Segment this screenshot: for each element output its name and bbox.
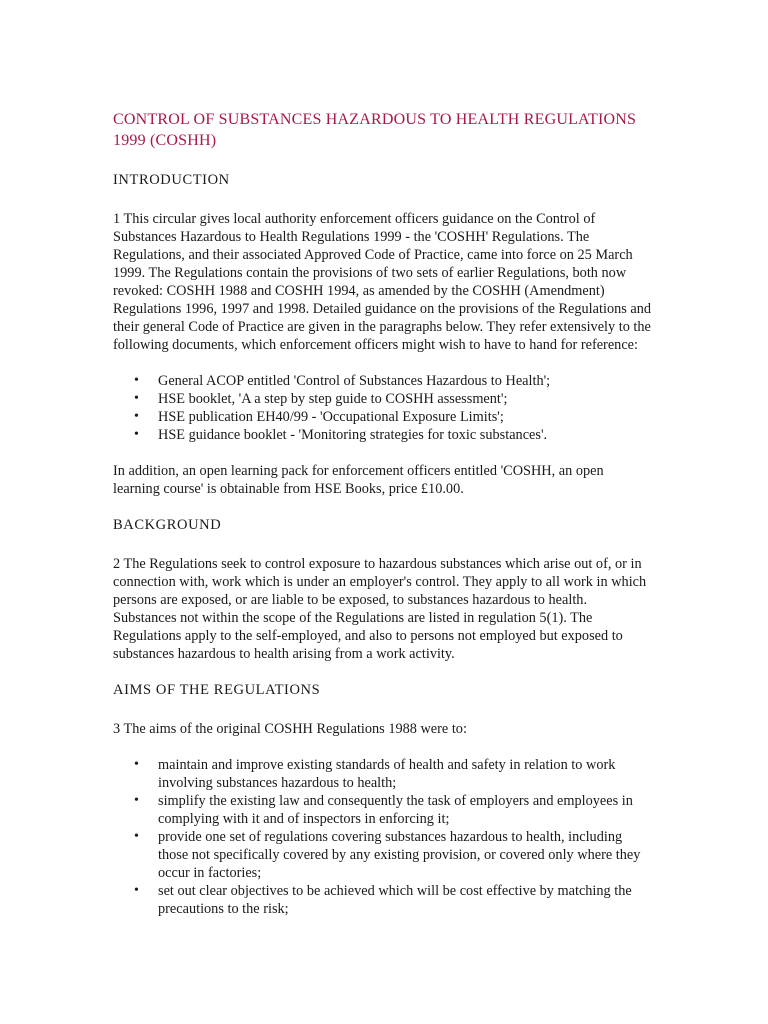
list-item: • set out clear objectives to be achieved which will be cost effective by matching the precautions to the risk; [113, 882, 653, 918]
document-title: CONTROL OF SUBSTANCES HAZARDOUS TO HEALTH REGULATIONS 1999 (COSHH) [113, 111, 637, 149]
aims-heading: AIMS OF THE REGULATIONS [113, 682, 321, 698]
introduction-paragraph-1: 1 This circular gives local authority enforcement officers guidance on the Control of Substances Hazardous to Health Regulations 1999 - the 'COSHH' Regulations. The Regulations, and their associated Approved Code of Practice, came into force on 25 March 1999. The Regulations contain the provisions of two sets of earlier Regulations, both now revoked: COSHH 1988 and COSHH 1994, as amended by the COSHH (Amendment) Regulations 1996, 1997 and 1998. Detailed guidance on the provisions of the Regulations and their general Code of Practice are given in the paragraphs below. They refer extensively to the following documents, which enforcement officers might wish to have to hand for reference: [113, 211, 652, 353]
document-page [113, 109, 653, 936]
aims-paragraph: 3 The aims of the original COSHH Regulations 1988 were to: [113, 721, 467, 737]
aims-list [113, 756, 653, 918]
list-item: • General ACOP entitled 'Control of Substances Hazardous to Health'; [113, 372, 653, 390]
introduction-paragraph-2: In addition, an open learning pack for enforcement officers entitled 'COSHH, an open learning course' is obtainable from HSE Books, price £10.00. [113, 463, 604, 497]
reference-documents-list [113, 372, 653, 444]
list-item: • provide one set of regulations covering substances hazardous to health, including those not specifically covered by any existing provision, or covered only where they occur in factories; [113, 828, 653, 882]
list-item: • HSE publication EH40/99 - 'Occupational Exposure Limits'; [113, 408, 653, 426]
list-item: • simplify the existing law and consequently the task of employers and employees in complying with it and of inspectors in enforcing it; [113, 792, 653, 828]
list-item: • HSE guidance booklet - 'Monitoring strategies for toxic substances'. [113, 426, 653, 444]
list-item: • maintain and improve existing standards of health and safety in relation to work involving substances hazardous to health; [113, 756, 653, 792]
background-paragraph: 2 The Regulations seek to control exposure to hazardous substances which arise out of, or in connection with, work which is under an employer's control. They apply to all work in which persons are exposed, or are liable to be exposed, to substances hazardous to health. Substances not within the scope of the Regulations are listed in regulation 5(1). The Regulations apply to the self-employed, and also to persons not employed but exposed to substances hazardous to health arising from a work activity. [113, 556, 647, 662]
background-heading: BACKGROUND [113, 517, 222, 533]
introduction-heading: INTRODUCTION [113, 172, 230, 188]
list-item: • HSE booklet, 'A a step by step guide to COSHH assessment'; [113, 390, 653, 408]
